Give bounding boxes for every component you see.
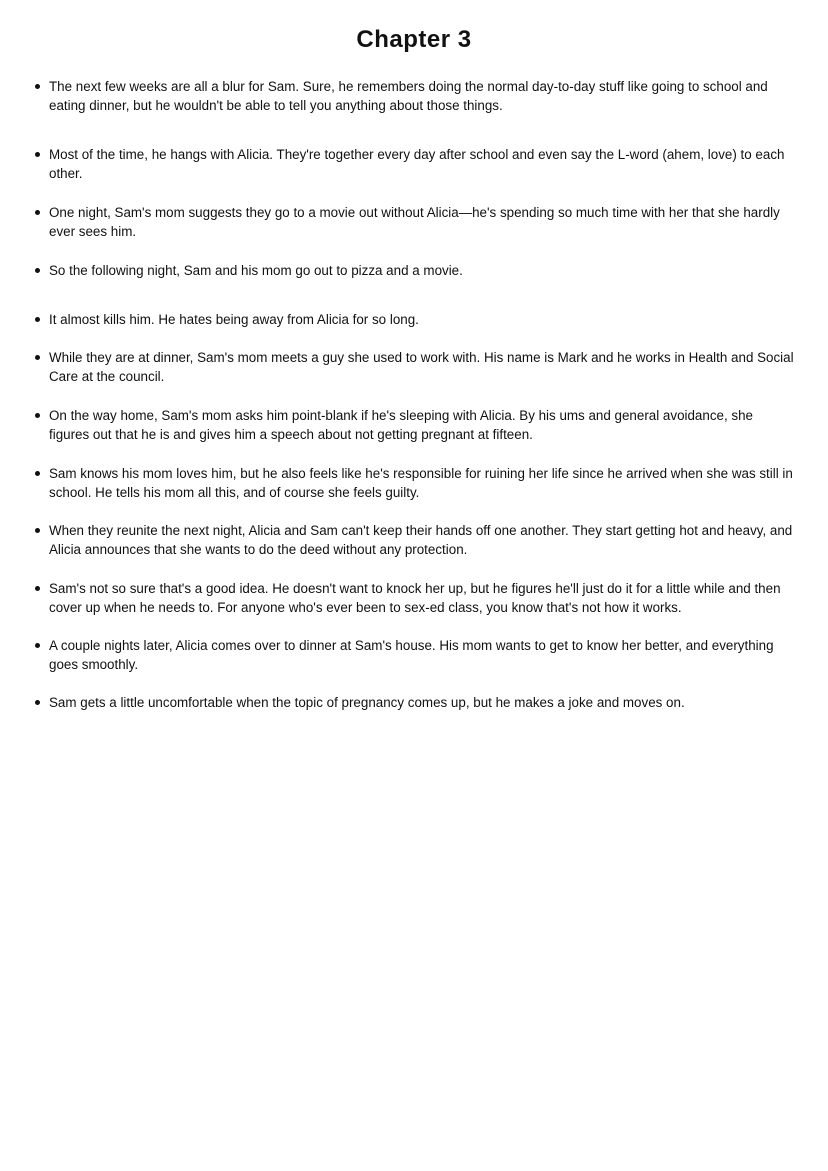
bullet-icon: [35, 268, 40, 273]
item-text: When they reunite the next night, Alicia and Sam can't keep their hands off one another. They start getting hot and heavy, and Alicia announces that she wants to do the deed without any protection.: [49, 523, 793, 557]
list-item: [49, 406, 794, 444]
list-item: [49, 464, 794, 502]
item-text: Sam knows his mom loves him, but he also feels like he's responsible for ruining her life since he arrived when she was still in school. He tells his mom all this, and of course she feels guilty.: [49, 466, 793, 500]
item-text: It almost kills him. He hates being away from Alicia for so long.: [49, 312, 419, 327]
list-item: [49, 145, 794, 183]
bullet-icon: [35, 700, 40, 705]
bullet-icon: [35, 84, 40, 89]
bullet-icon: [35, 586, 40, 591]
bullet-icon: [35, 152, 40, 157]
bullet-icon: [35, 317, 40, 322]
item-text: So the following night, Sam and his mom go out to pizza and a movie.: [49, 263, 463, 278]
list-item: [49, 348, 794, 386]
bullet-icon: [35, 528, 40, 533]
item-text: Sam gets a little uncomfortable when the topic of pregnancy comes up, but he makes a joke and moves on.: [49, 695, 685, 710]
item-text: Sam's not so sure that's a good idea. He doesn't want to knock her up, but he figures he'll just do it for a little while and then cover up when he needs to. For anyone who's ever been to sex-ed class, you know that's not how it works.: [49, 581, 781, 615]
list-item: [49, 261, 794, 280]
bullet-icon: [35, 643, 40, 648]
bullet-icon: [35, 471, 40, 476]
list-item: [49, 579, 794, 617]
item-text: One night, Sam's mom suggests they go to a movie out without Alicia—he's spending so much time with her that she hardly ever sees him.: [49, 205, 780, 239]
list-item: [49, 77, 794, 115]
bullet-icon: [35, 210, 40, 215]
list-item: [49, 203, 794, 241]
chapter-title: Chapter 3: [356, 26, 472, 53]
item-text: A couple nights later, Alicia comes over to dinner at Sam's house. His mom wants to get to know her better, and everything goes smoothly.: [49, 638, 774, 672]
list-item: [49, 521, 794, 559]
list-item: [49, 693, 794, 712]
bullet-icon: [35, 413, 40, 418]
list-item: [49, 310, 794, 329]
item-text: While they are at dinner, Sam's mom meets a guy she used to work with. His name is Mark and he works in Health and Social Care at the council.: [49, 350, 794, 384]
list-item: [49, 636, 794, 674]
item-text: On the way home, Sam's mom asks him point-blank if he's sleeping with Alicia. By his ums and general avoidance, she figures out that he is and gives him a speech about not getting pregnant at fifteen.: [49, 408, 754, 442]
item-text: The next few weeks are all a blur for Sam. Sure, he remembers doing the normal day-to-day stuff like going to school and eating dinner, but he wouldn't be able to tell you anything about those things.: [49, 79, 768, 113]
item-text: Most of the time, he hangs with Alicia. They're together every day after school and even say the L-word (ahem, love) to each other.: [49, 147, 785, 181]
bullet-icon: [35, 355, 40, 360]
